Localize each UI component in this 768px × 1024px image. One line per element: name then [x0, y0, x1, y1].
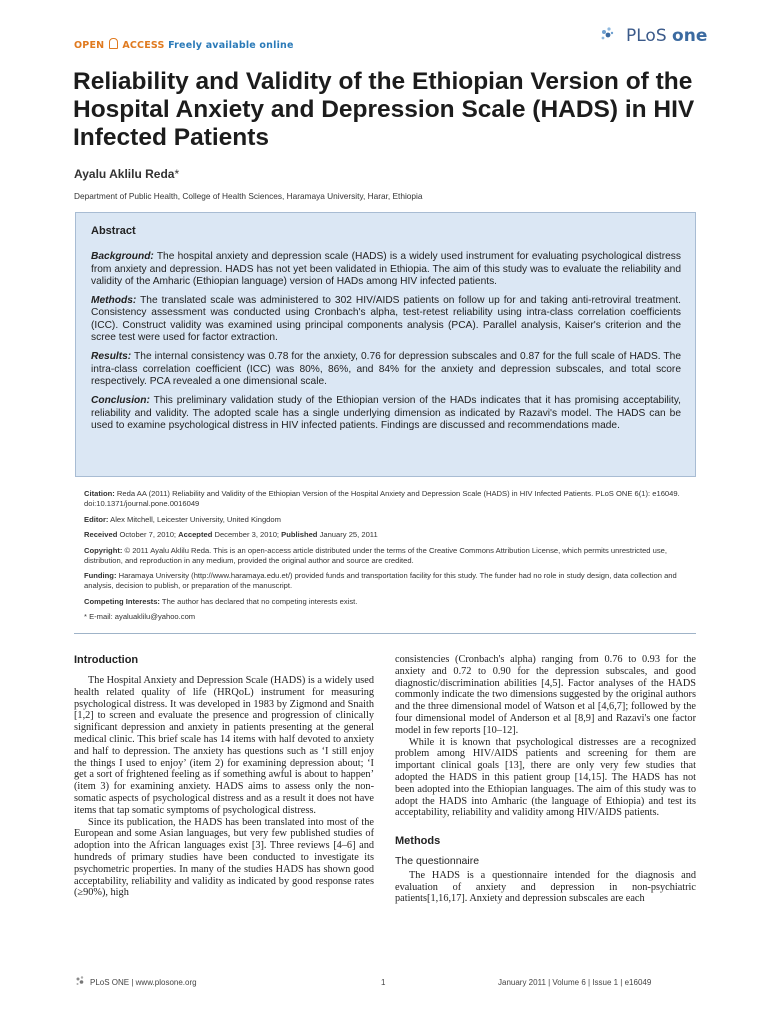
author-line — [74, 167, 179, 181]
introduction-heading: Introduction — [74, 654, 139, 666]
col2-paragraph-2: While it is known that psychological distresses are a recognized problem among HIV/AIDS patients and screening for them are important clinical goals [13], there are only very few studies that adopted the HADS in this patient group [14,15]. The HADS has not been adopted into the Ethiopian languages. The aim of this study was to adopt the HADS into Amharic (the language of Ethiopia) and test its acceptability, reliability and validity among HIV/AIDS patients. — [395, 736, 696, 819]
right-column — [395, 654, 696, 905]
intro-paragraph-1: The Hospital Anxiety and Depression Scale (HADS) is a widely used health related quality of life (HRQoL) instrument for measuring psychological distress. It was developed in 1983 by Zigmond and Snaith [1,2] to screen and evaluate the presence and progression of clinically significant depression and anxiety in patients presenting at the general medical clinic. This brief scale has 14 items with half devoted to anxiety and half to depression. The anxiety has questions such as ‘I still enjoy the things I used to enjoy’ (item 2) for examining depression about; ‘I get a sort of frightened feeling as if something awful is about to happen’ (item 3) for examining anxiety. HADS aims to assess only the non-somatic aspects of psychological distress and as a result it does not have items that tap somatic symptoms of psychological distress. — [74, 675, 374, 816]
paper-title: Reliability and Validity of the Ethiopian Version of the Hospital Anxiety and Depression Scale (HADS) in HIV Infected Patients — [73, 68, 695, 151]
abstract-results: Results: The internal consistency was 0.78 for the anxiety, 0.76 for depression subscales and 0.87 for the full scale of HADS. The intra-class correlation coefficient (ICC) was 80%, 86%, and 84% for the anxiety and depression subscales, and total score respectively. PCA revealed a one dimensional scale. — [91, 351, 681, 387]
abstract-box — [75, 212, 696, 477]
author-name: Ayalu Aklilu Reda — [74, 167, 175, 181]
open-label: OPEN — [74, 40, 105, 51]
abstract-methods: Methods: The translated scale was administered to 302 HIV/AIDS patients on follow up for and taking anti-retroviral treatment. Consistency assessment was conducted using Cronbach's alpha, test-retest reliability using intra-class correlation coefficients (ICC). Construct validity was examined using principal components analysis (PCA). Parallel analysis, Kaiser's criterion and the scree test were used for factor extraction. — [91, 295, 681, 344]
section-divider — [74, 633, 696, 634]
copyright: Copyright: © 2011 Ayalu Aklilu Reda. This is an open-access article distributed under the terms of the Creative Commons Attribution License, which permits unrestricted use, distribution, and reproduction in any medium, provided the original author and source are credited. — [84, 545, 667, 565]
plos-dots-icon — [598, 24, 622, 48]
dates: Received October 7, 2010; Accepted December 3, 2010; Published January 25, 2011 — [84, 530, 378, 539]
abstract-heading: Abstract — [91, 225, 136, 237]
funding: Funding: Haramaya University (http://www.haramaya.edu.et/) provided funds and transportation facility for this study. The funder had no role in study design, data collection and analysis, decision to publish, or preparation of the manuscript. — [84, 571, 677, 590]
open-lock-icon — [109, 38, 118, 49]
footer-page-number: 1 — [381, 978, 386, 987]
logo-one: one — [672, 26, 708, 46]
abstract-conclusion: Conclusion: This preliminary validation study of the Ethiopian version of the HADs indicates that it has promising acceptability, reliability and validity. The adopted scale has a single underlying dimension as indicated by Razavi's model. The HADS can be used to examine psychological distress in HIV infected patients. Findings are discussed and recommendations made. — [91, 395, 681, 431]
editor: Editor: Alex Mitchell, Leicester University, United Kingdom — [84, 514, 281, 524]
questionnaire-heading: The questionnaire — [395, 854, 480, 867]
author-mark: * — [174, 167, 180, 181]
email: * E-mail: ayaluaklilu@yahoo.com — [84, 612, 196, 621]
abstract-background: Background: The hospital anxiety and depression scale (HADS) is a widely used instrument for evaluating psychological distress from anxiety and depression. HADS has not yet been validated in Ethiopia. The aim of this study was to evaluate the reliability and validity of the Amharic (Ethiopian language) version of HADs among HIV infected patients. — [91, 251, 681, 287]
col2-paragraph-3: The HADS is a questionnaire intended for the diagnosis and evaluation of anxiety and depression in non-psychiatric patients[1,16,17]. Anxiety and depression subscales are each — [395, 869, 696, 905]
col2-paragraph-1: consistencies (Cronbach's alpha) ranging from 0.76 to 0.93 for the anxiety and 0.72 to 0.90 for the depression subscales, and good diagnostic/discrimination abilities [4,5]. Factor analyses of the HADS commonly indicate the two dimensions suggested by the original authors and the three dimensional model of Watson et al [4,6,7]; followed by the four dimensional model of Anderson et al [8,9] and Razavi's one factor model in few reports [10–12]. — [395, 654, 696, 736]
freely-available-label: Freely available online — [168, 40, 294, 51]
citation: Citation: Reda AA (2011) Reliability and Validity of the Ethiopian Version of the Hospital Anxiety and Depression Scale (HADS) in HIV Infected Patients. PLoS ONE 6(1): e16049. doi:10.1371/journal.pone.0016049 — [84, 489, 680, 508]
methods-heading: Methods — [395, 835, 441, 848]
access-label: ACCESS — [122, 40, 165, 51]
intro-column — [74, 675, 374, 899]
plos-one-logo — [626, 26, 707, 46]
logo-plos: PLoS — [626, 26, 667, 46]
article-metadata — [84, 489, 686, 628]
footer-plos-dots-icon — [74, 974, 88, 988]
open-access-banner — [74, 38, 294, 51]
competing-interests: Competing Interests: The author has declared that no competing interests exist. — [84, 596, 358, 606]
intro-paragraph-2: Since its publication, the HADS has been translated into most of the European and some Asian languages, but very few published studies of adoption into the African languages exist [3]. Three reviews [4–6] and hundreds of primary studies have been conducted to investigate its psychometric properties. In many of the studies HADS has shown good acceptability, reliability and validity as indicated by good response rates (≥90%), high — [74, 816, 374, 899]
footer-journal: PLoS ONE | www.plosone.org — [90, 978, 197, 987]
footer-issue: January 2011 | Volume 6 | Issue 1 | e16049 — [498, 978, 652, 987]
affiliation: Department of Public Health, College of Health Sciences, Haramaya University, Harar, Ethiopia — [74, 191, 423, 201]
